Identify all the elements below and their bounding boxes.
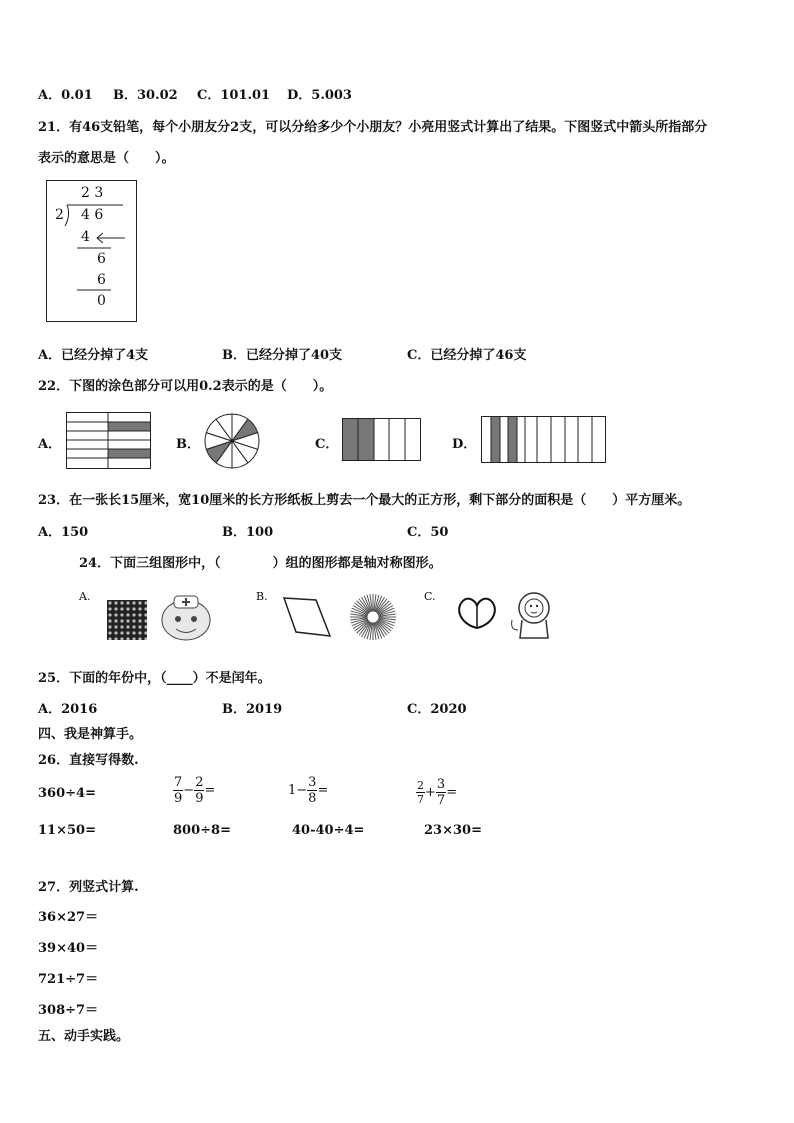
q24-label-a: A. xyxy=(79,590,91,603)
sunburst-icon xyxy=(348,592,398,642)
fraction-numerator: 3 xyxy=(436,777,446,792)
equals: = xyxy=(317,783,329,798)
q24-label-b: B. xyxy=(256,590,268,603)
q21-option-c: C．已经分掉了46支 xyxy=(407,348,527,363)
equals: = xyxy=(446,785,458,800)
q26-expr-7: 40-40÷4= xyxy=(292,823,365,838)
q20-option-d: D．5.003 xyxy=(287,88,352,103)
q20-option-a: A．0.01 xyxy=(38,88,93,103)
fraction-denominator: 9 xyxy=(174,791,183,806)
q26-expr-3 xyxy=(288,775,328,806)
fraction-denominator: 7 xyxy=(417,793,424,806)
division-dividend: 4 6 xyxy=(81,207,104,223)
division-line-2 xyxy=(77,289,113,293)
sunburst-center xyxy=(367,611,379,623)
q23-option-b: B．100 xyxy=(222,525,274,540)
q26-title: 26．直接写得数. xyxy=(38,753,139,768)
leaf-icon xyxy=(454,594,500,634)
long-division-box xyxy=(46,180,137,322)
division-step3: 6 xyxy=(97,272,106,288)
fraction-denominator: 9 xyxy=(195,791,204,806)
q26-expr-2 xyxy=(173,775,215,806)
division-step1: 4 xyxy=(81,229,90,245)
fraction-denominator: 7 xyxy=(436,793,446,808)
fraction-numerator: 7 xyxy=(174,775,183,790)
operator: − xyxy=(183,783,195,798)
fraction-numerator: 2 xyxy=(417,779,424,792)
q25-option-a: A．2016 xyxy=(38,702,98,717)
q27-item-3: 721÷7＝ xyxy=(38,972,99,987)
q23-option-a: A．150 xyxy=(38,525,89,540)
lion-icon xyxy=(506,590,564,642)
q24-question: 24．下面三组图形中，（ ）组的图形都是轴对称图形。 xyxy=(79,556,442,571)
q22-label-c: C． xyxy=(315,437,339,452)
q23-question: 23．在一张长15厘米，宽10厘米的长方形纸板上剪去一个最大的正方形，剩下部分的面积是（ ）平方厘米。 xyxy=(38,493,691,508)
q27-item-2: 39×40＝ xyxy=(38,941,99,956)
q24-label-c: C. xyxy=(424,590,436,603)
q21-option-b: B．已经分掉了40支 xyxy=(222,348,343,363)
operator: + xyxy=(425,785,436,800)
q25-question: 25．下面的年份中，（____）不是闰年。 xyxy=(38,671,271,686)
q25-option-b: B．2019 xyxy=(222,702,283,717)
q26-expr-1: 360÷4= xyxy=(38,786,96,801)
q27-item-4: 308÷7＝ xyxy=(38,1003,99,1018)
q22-label-b: B． xyxy=(176,437,200,452)
section-4-heading: 四、我是神算手。 xyxy=(38,727,143,742)
q22-label-d: D． xyxy=(452,437,477,452)
q20-option-b: B．30.02 xyxy=(113,88,178,103)
rhombus-icon xyxy=(282,594,332,640)
q26-expr-4 xyxy=(416,777,457,808)
strip-figure-d xyxy=(481,416,607,464)
q23-option-c: C．50 xyxy=(407,525,449,540)
grid-figure-a xyxy=(66,412,152,470)
division-line-1 xyxy=(77,247,113,251)
division-step2: 6 xyxy=(97,251,106,267)
q25-option-c: C．2020 xyxy=(407,702,467,717)
fraction-numerator: 3 xyxy=(308,775,317,790)
division-remainder: 0 xyxy=(97,293,106,309)
q22-question: 22．下图的涂色部分可以用0.2表示的是（ ）。 xyxy=(38,379,333,394)
q26-expr-6: 800÷8= xyxy=(173,823,231,838)
q21-question-line2: 表示的意思是（ ）。 xyxy=(38,151,175,166)
q20-option-c: C．101.01 xyxy=(197,88,271,103)
q27-item-1: 36×27＝ xyxy=(38,910,99,925)
q21-question-line1: 21．有46支铅笔，每个小朋友分2支，可以分给多少个小朋友？小亮用竖式计算出了结果。下图竖式中箭头所指部分 xyxy=(38,120,708,135)
equals: = xyxy=(204,783,216,798)
fraction-denominator: 8 xyxy=(308,791,317,806)
section-5-heading: 五、动手实践。 xyxy=(38,1029,130,1044)
arrow-icon xyxy=(93,231,127,245)
division-divisor: 2 xyxy=(55,207,64,223)
expression-prefix: 1− xyxy=(288,783,308,798)
q26-expr-5: 11×50= xyxy=(38,823,96,838)
q27-title: 27．列竖式计算. xyxy=(38,880,139,895)
fraction-numerator: 2 xyxy=(195,775,204,790)
cartoon-nurse-icon xyxy=(156,592,216,642)
pattern-tile-icon xyxy=(107,600,147,640)
q22-label-a: A． xyxy=(38,437,62,452)
division-quotient: 2 3 xyxy=(81,185,104,201)
strip-figure-c xyxy=(342,418,422,462)
q21-option-a: A．已经分掉了4支 xyxy=(38,348,149,363)
q26-expr-8: 23×30= xyxy=(424,823,482,838)
pie-figure-b xyxy=(203,412,261,470)
